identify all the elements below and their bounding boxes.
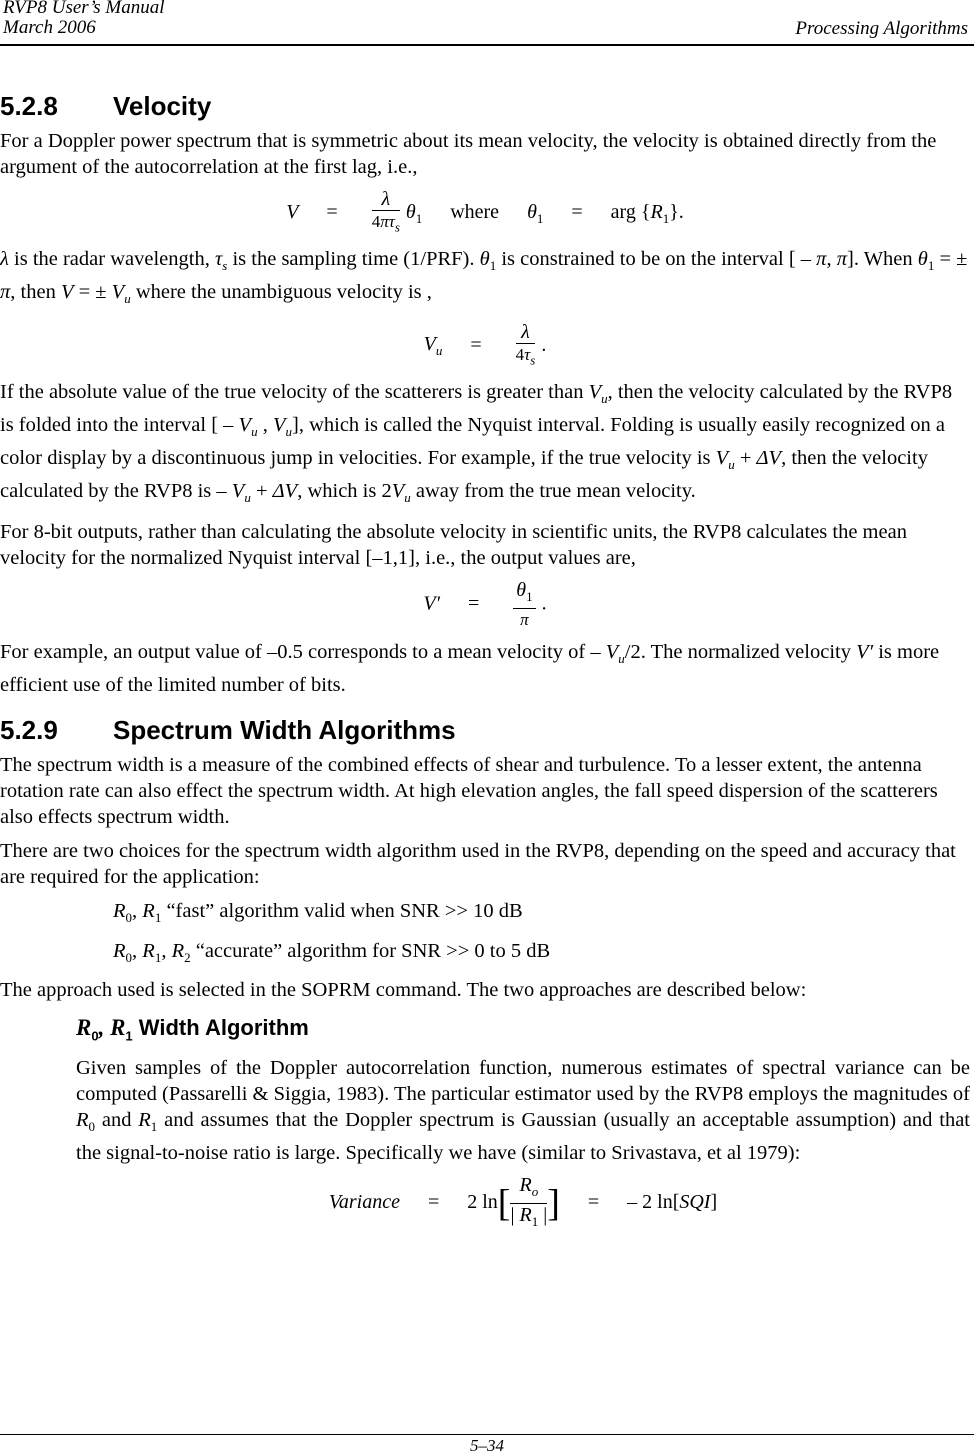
manual-date: March 2006 <box>3 17 96 38</box>
chapter-title: Processing Algorithms <box>795 18 968 39</box>
text-run: is the radar wavelength, <box>8 248 215 271</box>
page-header <box>0 0 974 46</box>
paragraph: For 8-bit outputs, rather than calculating the absolute velocity in scientific units, the RVP8 calculates the mean velocity for the normalized Nyquist interval [–1,1], i.e., the output values are, <box>0 521 907 570</box>
normalized-velocity-equation: V′ = $\frac{\theta_1}{\pi}$ . <box>423 579 547 630</box>
text-run: is more efficient use of the limited number of bits. <box>0 641 940 697</box>
paragraph: There are two choices for the spectrum width algorithm used in the RVP8, depending on the speed and accuracy that are required for the application: <box>0 840 956 889</box>
section-heading-spectrum-width <box>0 712 970 748</box>
paragraph: λ is the radar wavelength, $\tau_s$ is the sampling time (1/PRF). $\theta_1$ is constrained to be on the interval [ – π, π]. When $\theta_1$ = ± π, then V = ± $V_u$ where the unambiguous velocity is , <box>0 248 968 307</box>
text-run: , which is called the Nyquist interval. Folding is usually easily recognized on a color display by a discontinuous jump in velocities. For example, if the true velocity is <box>0 414 945 470</box>
paragraph: For a Doppler power spectrum that is symmetric about its mean velocity, the velocity is obtained directly from the argument of the autocorrelation at the first lag, i.e., <box>0 130 937 178</box>
subsection-heading: $R_0$, $R_1$ Width Algorithm <box>76 1014 309 1044</box>
eq-arg: arg <box>610 200 636 223</box>
variance-equation: Variance = 2 ln[ $\frac{R_o}{| R_1 |}$ ] = – 2 ln[SQI] <box>328 1174 718 1230</box>
section-title: Spectrum Width Algorithms <box>113 715 456 746</box>
variance-label: Variance <box>328 1191 400 1214</box>
page-footer <box>0 1434 974 1456</box>
manual-title: RVP8 User’s Manual <box>3 0 165 18</box>
paragraph: For example, an output value of –0.5 corresponds to a mean velocity of – $V_u/2$. The normalized velocity V′ is more efficient use of the limited number of bits. <box>0 641 940 697</box>
text-run: then the velocity calculated by the RVP8 is <box>0 447 928 503</box>
text-run: If the absolute value of the true velocity of the scatterers is greater than <box>0 380 589 403</box>
algorithm-fast: $R_0$, $R_1$ “fast” algorithm valid when SNR >> 10 dB <box>113 900 523 926</box>
paragraph: If the absolute value of the true velocity of the scatterers is greater than $V_u$, then the velocity calculated by the RVP8 is folded into the interval [ – $V_u$ , $V_u$], which is called the Nyquist interval. Folding is usually easily recognized on a color display by a discontinuous jump in velocities. For example, if the true velocity is $V_u + \Delta V$, then the velocity calculated by the RVP8 is – $V_u + \Delta V$, which is $2V_u$ away from the true mean velocity. <box>0 380 953 506</box>
algorithm-accurate: $R_0$, $R_1$, $R_2$ “accurate” algorithm for SNR >> 0 to 5 dB <box>113 939 551 965</box>
unambiguous-velocity-equation: $V_u$ = $\frac{\lambda}{4\tau_s}$ . <box>423 320 547 367</box>
text-run: “accurate” algorithm for SNR >> 0 to 5 dB <box>195 939 551 962</box>
text-run: , then the velocity calculated by the RVP8 is folded into the interval <box>0 380 953 437</box>
paragraph: The spectrum width is a measure of the combined effects of shear and turbulence. To a lesser extent, the antenna rotation rate can also effect the spectrum width. At high elevation angles, the fall speed dispersion of the scatterers also effects spectrum width. <box>0 754 938 829</box>
paragraph: The approach used is selected in the SOPRM command. The two approaches are described below: <box>0 978 807 1001</box>
text-run: and <box>95 1109 139 1132</box>
section-number: 5.2.8 <box>0 91 58 121</box>
velocity-equation: V = $\frac{\lambda}{4\pi\tau_s}$ $\theta_1$ where $\theta_1$ = arg $\{R_1\}$. <box>286 188 684 235</box>
text-run: Given samples of the Doppler autocorrelation function, numerous estimates of spectral variance can be computed (Passarelli & Siggia, 1983). The particular estimator used by the RVP8 employs the magnitudes of <box>76 1057 970 1106</box>
subsection-title: Width Algorithm <box>138 1014 309 1040</box>
paragraph: Given samples of the Doppler autocorrelation function, numerous estimates of spectral variance can be computed (Passarelli & Siggia, 1983). The particular estimator used by the RVP8 employs the magnitudes of $R_0$ and $R_1$ and assumes that the Doppler spectrum is Gaussian (usually an acceptable assumption) and that the signal-to-noise ratio is large. Specifically we have (similar to Srivastava, et al 1979): <box>76 1057 970 1165</box>
text-run: . The normalized velocity <box>640 641 857 664</box>
text-run: For example, an output value of –0.5 corresponds to a mean velocity of <box>0 641 591 664</box>
text-run: is the sampling time (1/PRF). <box>227 248 480 271</box>
eq-where: where <box>450 200 500 223</box>
text-run: “fast” algorithm valid when SNR >> 10 dB <box>166 900 523 923</box>
text-run: is constrained to be on the interval <box>496 248 789 271</box>
page-content <box>0 88 970 1241</box>
header-left <box>3 0 165 38</box>
section-title: Velocity <box>113 91 212 121</box>
section-heading-velocity <box>0 88 970 124</box>
text-run: , then <box>10 281 61 304</box>
text-run: . When <box>853 248 918 271</box>
text-run: which is <box>302 480 382 503</box>
text-run: where the unambiguous velocity is , <box>130 281 432 304</box>
text-run: and assumes that the Doppler spectrum is Gaussian (usually an acceptable assumption) and that the signal-to-noise ratio is large. Specifically we have (similar to Srivastava, et al 1979): <box>76 1109 970 1165</box>
text-run: away from the true mean velocity. <box>410 480 696 503</box>
page-number: 5–34 <box>470 1436 504 1455</box>
section-number: 5.2.9 <box>0 715 58 746</box>
